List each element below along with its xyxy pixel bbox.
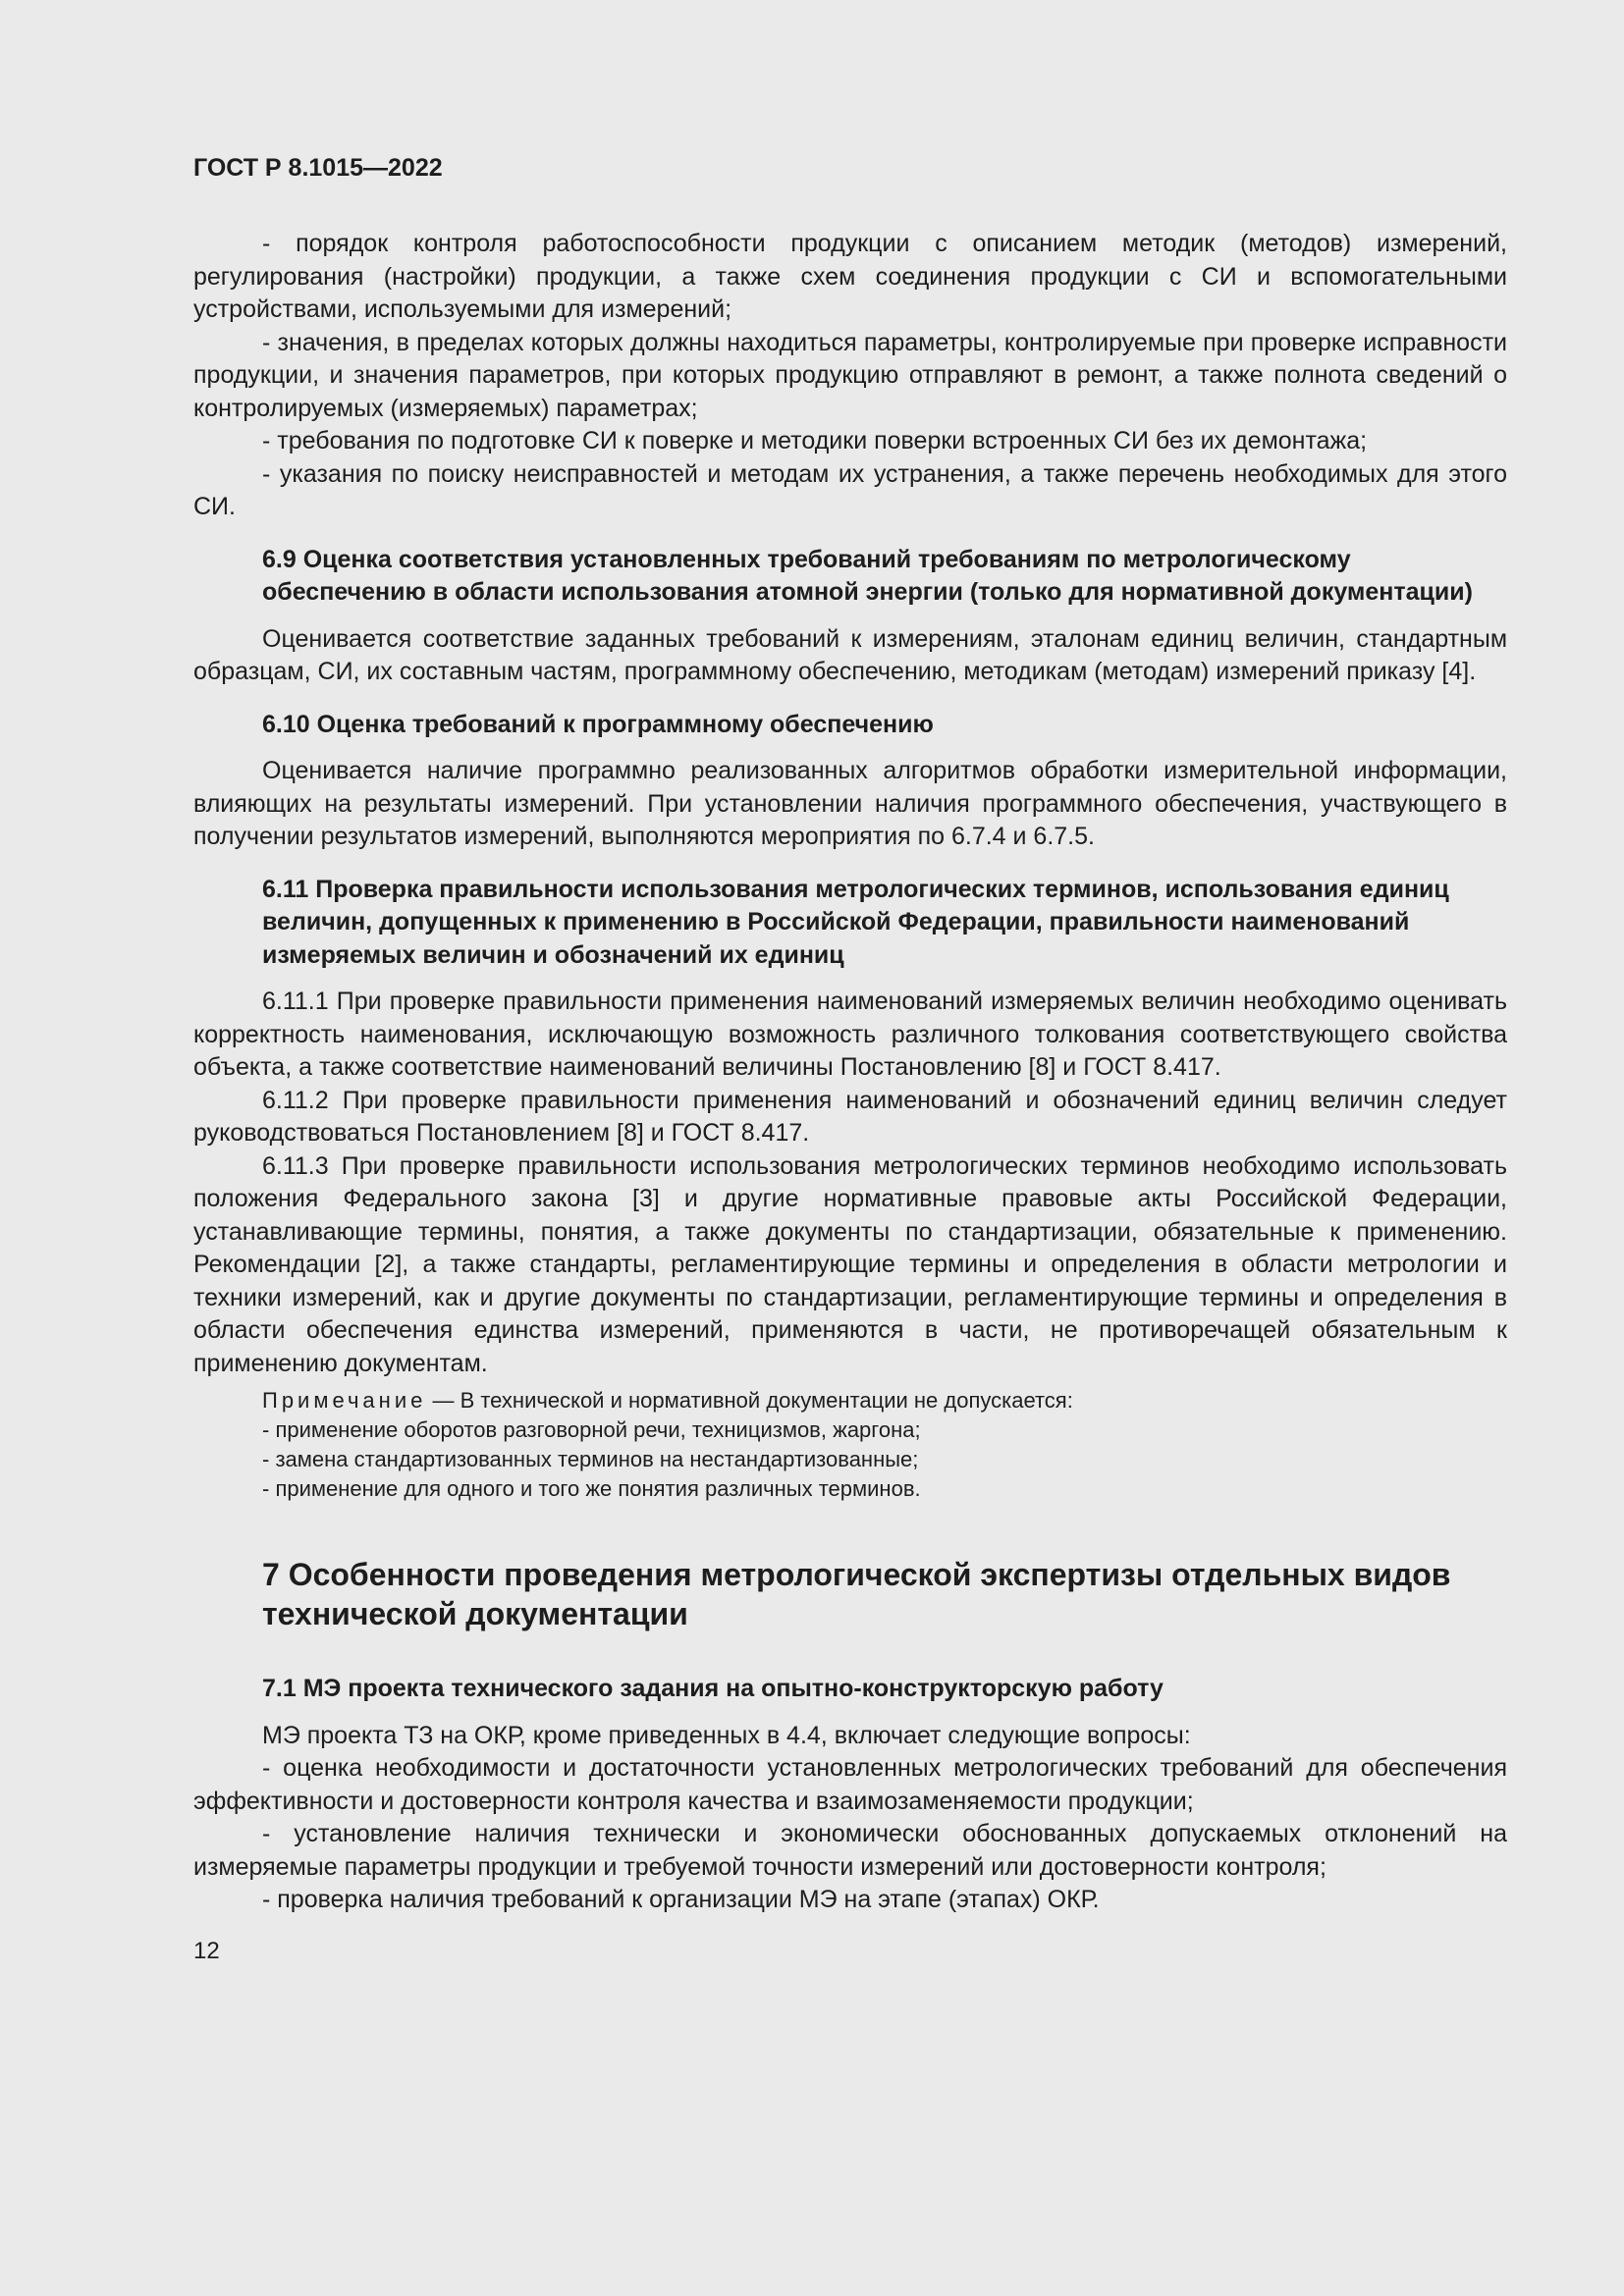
- chapter-7-title: 7 Особенности проведения метрологической экспертизы отдельных видов технической документации: [262, 1557, 1451, 1631]
- list-item: - установление наличия технически и экономически обоснованных допускаемых отклонений на измеряемые параметры продукции и требуемой точности измерений или достоверности контроля;: [193, 1820, 1507, 1881]
- section-6-9-text: Оценивается соответствие заданных требований к измерениям, эталонам единиц величин, стандартным образцам, СИ, их составным частям, программному обеспечению, методикам (методам) измерений приказу [4].: [193, 624, 1507, 685]
- note-item: - замена стандартизованных терминов на нестандартизованные;: [262, 1447, 919, 1471]
- list-item: - требования по подготовке СИ к поверке и методики поверки встроенных СИ без их демонтажа;: [262, 427, 1368, 454]
- section-7-1-title: 7.1 МЭ проекта технического задания на опытно-конструкторскую работу: [262, 1675, 1164, 1702]
- list-item: - указания по поиску неисправностей и методам их устранения, а также перечень необходимых для этого СИ.: [193, 459, 1507, 520]
- section-6-10-text: Оценивается наличие программно реализованных алгоритмов обработки измерительной информации, влияющих на результаты измерений. При установлении наличия программного обеспечения, участвующего в получении результатов измерений, выполняются мероприятия по 6.7.4 и 6.7.5.: [193, 757, 1507, 850]
- list-item: - значения, в пределах которых должны находиться параметры, контролируемые при проверке исправности продукции, и значения параметров, при которых продукцию отправляют в ремонт, а также полнота сведений о контролируемых (измеряемых) параметрах;: [193, 328, 1507, 422]
- list-item: - оценка необходимости и достаточности установленных метрологических требований для обеспечения эффективности и достоверности контроля качества и взаимозаменяемости продукции;: [193, 1754, 1507, 1815]
- section-7-1-intro: МЭ проекта ТЗ на ОКР, кроме приведенных в 4.4, включает следующие вопросы:: [262, 1721, 1191, 1749]
- section-6-11-2: 6.11.2 При проверке правильности применения наименований и обозначений единиц величин следует руководствоваться Постановлением [8] и ГОСТ 8.417.: [193, 1086, 1507, 1147]
- section-6-11-3: 6.11.3 При проверке правильности использования метрологических терминов необходимо использовать положения Федерального закона [3] и другие нормативные правовые акты Российской Федерации, устанавливающие термины, понятия, а также документы по стандартизации, обязательные к применению. Рекомендации [2], а также стандарты, регламентирующие термины и определения в области метрологии и техники измерений, как и другие документы по стандартизации, регламентирующие термины и определения в области обеспечения единства измерений, применяются в части, не противоречащей обязательным к применению документам.: [193, 1151, 1507, 1377]
- list-item: - порядок контроля работоспособности продукции с описанием методик (методов) измерений, регулирования (настройки) продукции, а также схем соединения продукции с СИ и вспомогательными устройствами, используемыми для измерений;: [193, 230, 1507, 323]
- document-id: ГОСТ Р 8.1015—2022: [193, 154, 443, 182]
- note-block: [193, 1386, 1507, 1504]
- document-page: [193, 147, 1507, 1966]
- note-label: Примечание: [262, 1388, 427, 1413]
- note-lead: — В технической и нормативной документации не допускается:: [426, 1388, 1073, 1413]
- note-lead-line: [262, 1386, 1507, 1415]
- list-item: - проверка наличия требований к организации МЭ на этапе (этапах) ОКР.: [262, 1886, 1100, 1913]
- page-number: 12: [193, 1937, 220, 1964]
- section-6-9-title: 6.9 Оценка соответствия установленных требований требованиям по метрологическому обеспечению в области использования атомной энергии (только для нормативной документации): [262, 545, 1473, 606]
- note-item: - применение для одного и того же понятия различных терминов.: [262, 1476, 921, 1501]
- section-6-11-title: 6.11 Проверка правильности использования метрологических терминов, использования единиц величин, допущенных к применению в Российской Федерации, правильности наименований измеряемых величин и обозначений их единиц: [262, 875, 1449, 969]
- note-item: - применение оборотов разговорной речи, техницизмов, жаргона;: [262, 1417, 921, 1442]
- intro-list: [193, 228, 1507, 524]
- section-6-11-1: 6.11.1 При проверке правильности применения наименований измеряемых величин необходимо оценивать корректность наименования, исключающую возможность различного толкования соответствующего свойства объекта, а также соответствие наименований величины Постановлению [8] и ГОСТ 8.417.: [193, 988, 1507, 1081]
- section-6-10-title: 6.10 Оценка требований к программному обеспечению: [262, 710, 934, 738]
